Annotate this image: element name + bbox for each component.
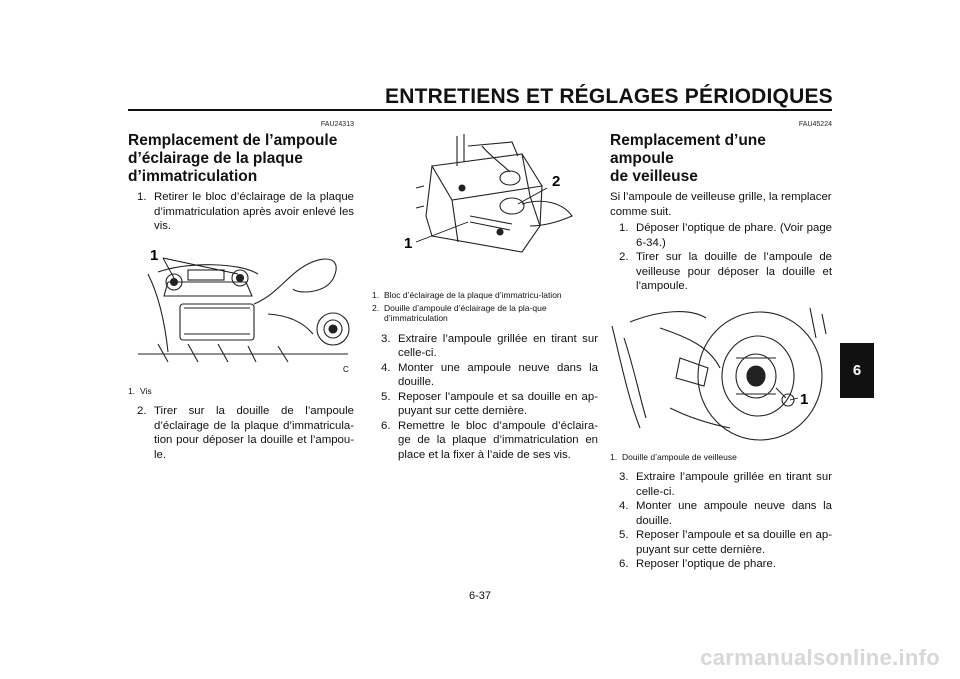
caption-number: 2. — [372, 302, 380, 313]
caption-item — [610, 452, 832, 463]
step-item — [610, 250, 832, 294]
section-intro: Si l’ampoule de veilleuse grille, la remplacer comme suit. — [610, 191, 832, 218]
position-bulb-socket-figure — [610, 298, 832, 446]
step-text: Reposer l’optique de phare. — [636, 558, 776, 570]
step-number: 1. — [137, 191, 147, 203]
step-number: 4. — [619, 500, 629, 512]
step-text: Monter une ampoule neuve dans la douille. — [398, 361, 598, 388]
figure-callout: 1 — [800, 390, 809, 408]
title-line: d’éclairage de la plaque — [128, 150, 303, 167]
step-item — [610, 221, 832, 250]
title-line: d’immatriculation — [128, 168, 258, 185]
step-number: 3. — [619, 471, 629, 483]
step-item — [610, 499, 832, 528]
step-item — [372, 332, 598, 361]
section-title — [128, 132, 354, 186]
section-title — [610, 132, 832, 186]
caption-number: 1. — [372, 290, 380, 300]
step-number: 5. — [619, 529, 629, 541]
page-number: 6-37 — [468, 590, 492, 602]
steps-list — [128, 404, 354, 462]
figure-captions — [610, 452, 832, 463]
step-text: Monter une ampoule neuve dans la douille. — [636, 500, 832, 527]
step-text: Retirer le bloc d’éclairage de la plaque d’immatriculation après avoir enlevé les vis. — [154, 191, 354, 232]
title-line: de veilleuse — [610, 168, 698, 185]
step-item — [610, 557, 832, 572]
step-number: 6. — [619, 558, 629, 570]
figure-mark: C — [343, 364, 349, 374]
step-item — [372, 361, 598, 390]
section-code: FAU45224 — [798, 121, 832, 128]
steps-list — [128, 190, 354, 234]
figure-callout: 1 — [150, 246, 159, 264]
step-item — [128, 190, 354, 234]
figure-callout-2: 2 — [552, 173, 561, 190]
license-light-assembly-figure — [372, 126, 598, 284]
step-number: 6. — [381, 419, 391, 432]
figure-callout-1: 1 — [404, 235, 413, 252]
section-code: FAU24313 — [320, 121, 354, 128]
license-light-screws-figure — [128, 234, 354, 380]
title-line: Remplacement d’une ampoule — [610, 132, 766, 167]
figure-captions — [372, 290, 598, 324]
step-text: Reposer l’ampoule et sa douille en ap-puyant sur cette dernière. — [398, 390, 598, 417]
step-item — [372, 390, 598, 419]
caption-number: 1. — [610, 451, 618, 462]
steps-list — [610, 470, 832, 572]
step-item — [372, 419, 598, 463]
caption-text: Douille d’ampoule d’éclairage de la pla-que d’immatriculation — [384, 302, 547, 323]
step-item — [610, 528, 832, 557]
step-text: Reposer l’ampoule et sa douille en ap-puyant sur cette dernière. — [636, 529, 832, 556]
step-text: Remettre le bloc d’ampoule d’éclaira-ge de la plaque d’immatriculation en place et la fixer à l’aide de ses vis. — [398, 419, 598, 461]
step-number: 1. — [619, 222, 629, 234]
title-line: Remplacement de l’ampoule — [128, 132, 338, 149]
step-item — [610, 470, 832, 499]
caption-item — [372, 290, 598, 301]
step-number: 2. — [619, 251, 629, 263]
step-text: Tirer sur la douille de l’ampoule d’éclairage de la plaque d’immatricula-tion pour déposer la douille et l’ampou-le. — [154, 405, 354, 461]
step-number: 5. — [381, 390, 391, 403]
right-column — [610, 120, 832, 572]
step-text: Extraire l’ampoule grillée en tirant sur celle-ci. — [636, 471, 832, 498]
caption-text: Bloc d’éclairage de la plaque d’immatricu-lation — [384, 290, 562, 300]
steps-list — [372, 332, 598, 463]
left-column — [128, 120, 354, 462]
caption-text: Vis — [140, 385, 152, 396]
step-number: 2. — [137, 405, 147, 417]
middle-column — [372, 120, 598, 462]
step-number: 3. — [381, 332, 391, 345]
caption-item — [128, 386, 354, 397]
step-text: Extraire l’ampoule grillée en tirant sur celle-ci. — [398, 332, 598, 359]
step-text: Tirer sur la douille de l’ampoule de veilleuse pour déposer la douille et l’ampoule. — [636, 251, 832, 292]
page-header-title: ENTRETIENS ET RÉGLAGES PÉRIODIQUES — [385, 85, 833, 108]
steps-list — [610, 221, 832, 294]
step-number: 4. — [381, 361, 391, 374]
chapter-tab[interactable]: 6 — [840, 343, 874, 398]
step-item — [128, 404, 354, 462]
header-rule — [128, 109, 832, 111]
step-text: Déposer l’optique de phare. (Voir page 6-34.) — [636, 222, 832, 249]
caption-item — [372, 303, 598, 324]
caption-text: Douille d’ampoule de veilleuse — [622, 451, 737, 462]
caption-number: 1. — [128, 385, 136, 396]
watermark[interactable]: carmanualsonline.info — [700, 645, 940, 670]
figure-captions — [128, 386, 354, 397]
